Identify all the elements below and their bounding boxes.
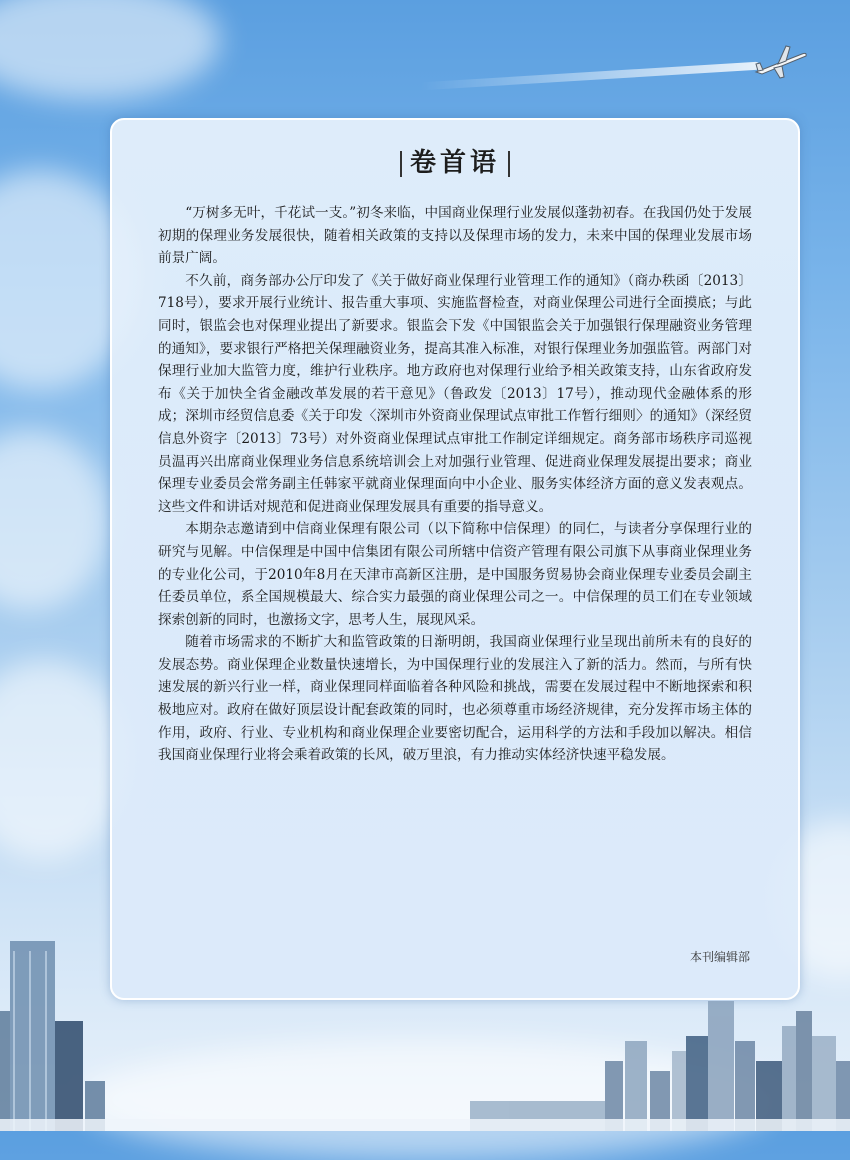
paragraph: 随着市场需求的不断扩大和监管政策的日渐明朗，我国商业保理行业呈现出前所未有的良好的发展态势。商业保理企业数量快速增长，为中国保理行业的发展注入了新的活力。然而，与所有快速发展的新兴行业一样，商业保理同样面临着各种风险和挑战，需要在发展过程中不断地探索和积极地应对。政府在做好顶层设计配套政策的同时，也必须尊重市场经济规律，充分发挥市场主体的作用，政府、行业、专业机构和商业保理企业要密切配合，运用科学的方法和手段加以解决。相信我国商业保理行业将会乘着政策的长风，破万里浪，有力推动实体经济快速平稳发展。 <box>158 634 752 764</box>
cloud <box>0 430 110 610</box>
title-divider-left <box>400 151 402 177</box>
editorial-panel <box>110 118 800 1000</box>
signature: 本刊编辑部 <box>689 950 750 964</box>
city-skyline-illustration <box>0 941 850 1131</box>
page-title-text: 卷首语 <box>409 148 500 178</box>
paragraph: 不久前，商务部办公厅印发了《关于做好商业保理行业管理工作的通知》（商办秩函〔2013〕718号），要求开展行业统计、报告重大事项、实施监督检查，对商业保理公司进行全面摸底；与此同时，银监会也对保理业提出了新要求。银监会下发《中国银监会关于加强银行保理融资业务管理的通知》，要求银行严格把关保理融资业务，提高其准入标准，对银行保理业务加强监管。两部门对保理行业加大监管力度，维护行业秩序。地方政府也对保理行业给予相关政策支持，山东省政府发布《关于加快全省金融改革发展的若干意见》（鲁政发〔2013〕17号），推动现代金融体系的形成；深圳市经贸信息委《关于印发〈深圳市外资商业保理试点审批工作暂行细则〉的通知》（深经贸信息外资字〔2013〕73号）对外资商业保理试点审批工作制定详细规定。商务部市场秩序司巡视员温再兴出席商业保理业务信息系统培训会上对加强行业管理、促进商业保理发展提出要求；商业保理专业委员会常务副主任韩家平就商业保理面向中小企业、服务实体经济方面的意义发表观点。这些文件和讲话对规范和促进商业保理发展具有重要的指导意义。 <box>158 272 752 515</box>
airplane-icon <box>752 42 808 82</box>
cloud <box>0 0 220 100</box>
title-divider-right <box>508 151 510 177</box>
paragraph: “万树多无叶，千花试一支。”初冬来临，中国商业保理行业发展似蓬勃初春。在我国仍处于发展初期的保理业务发展很快，随着相关政策的支持以及保理市场的发力，未来中国的保理业发展市场前景广阔。 <box>158 205 752 267</box>
airplane-contrail <box>420 62 760 91</box>
page-title <box>112 142 798 179</box>
editorial-body <box>158 202 752 767</box>
paragraph: 本期杂志邀请到中信商业保理有限公司（以下简称中信保理）的同仁，与读者分享保理行业的研究与见解。中信保理是中国中信集团有限公司所辖中信资产管理有限公司旗下从事商业保理业务的专业化公司，于2010年8月在天津市高新区注册，是中国服务贸易协会商业保理专业委员会副主任委员单位，系全国规模最大、综合实力最强的商业保理公司之一。中信保理的员工们在专业领域探索创新的同时，也激扬文字，思考人生，展现风采。 <box>158 521 752 628</box>
